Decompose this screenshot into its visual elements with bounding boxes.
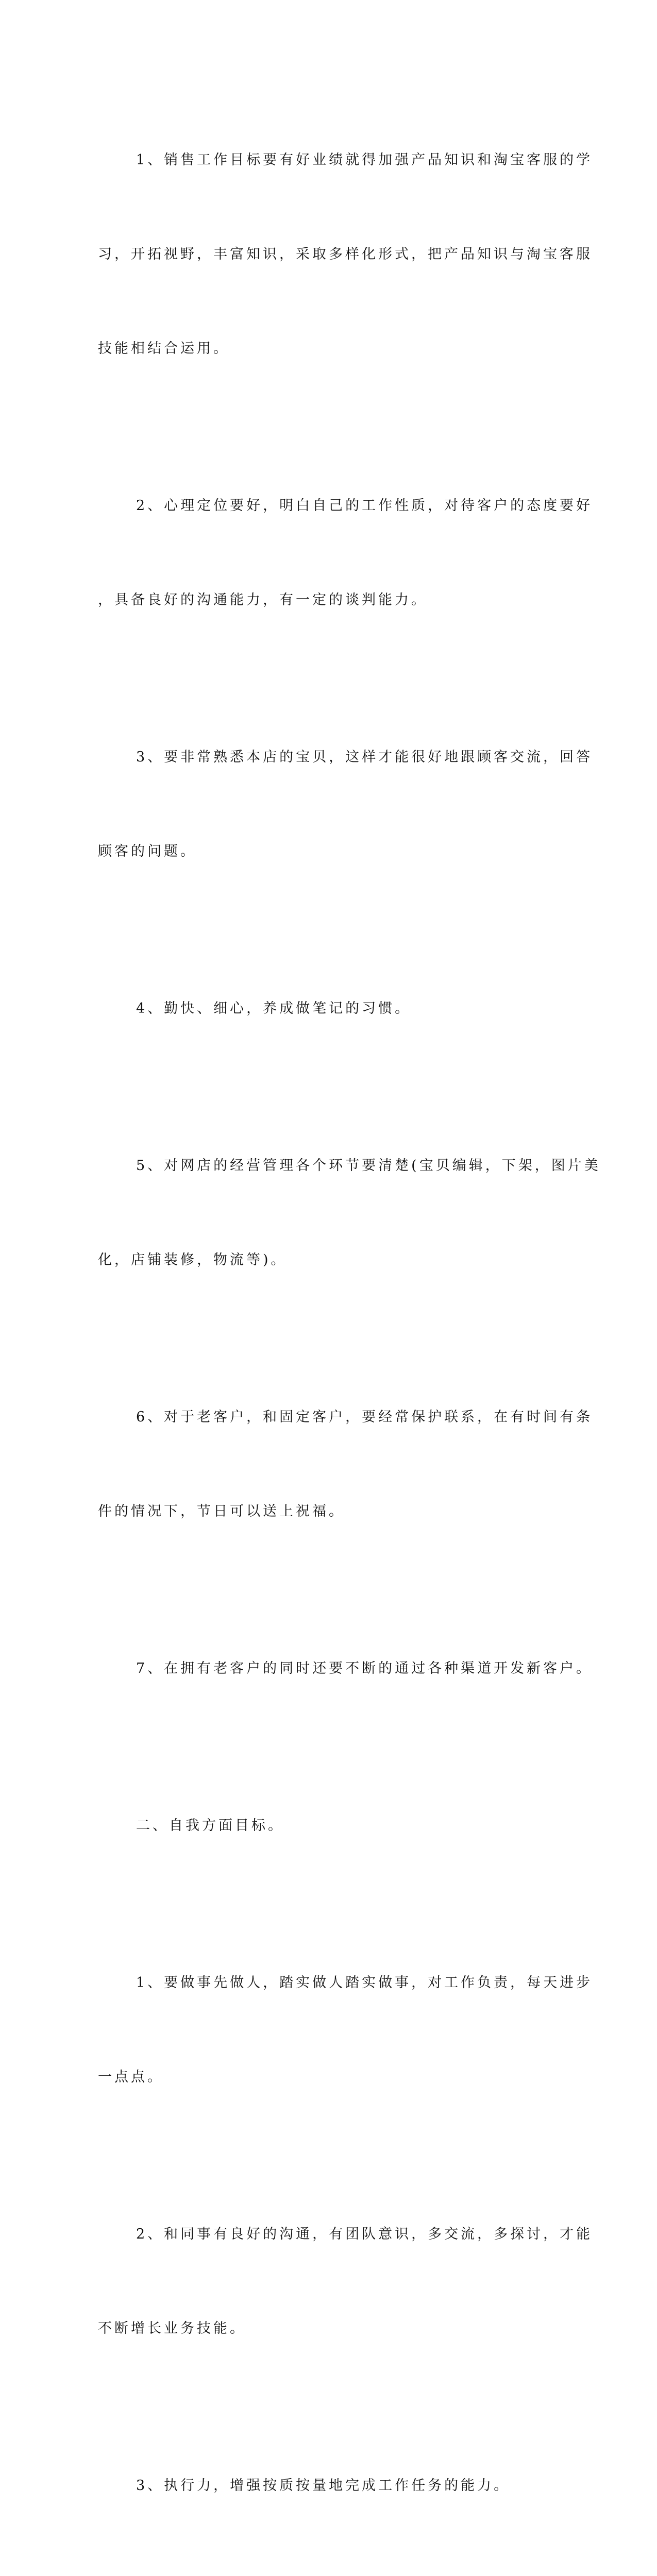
paragraph-self-4 <box>98 2564 551 2576</box>
paragraph-sales-1 <box>98 81 593 427</box>
paragraph-sales-5 <box>98 1087 601 1338</box>
text-line: 习，开拓视野，丰富知识，采取多样化形式，把产品知识与淘宝客服 <box>98 246 593 262</box>
section-heading-self <box>98 1747 551 1904</box>
text-line: 5、对网店的经营管理各个环节要清楚(宝贝编辑，下架，图片美 <box>136 1158 601 1174</box>
text-line: 一点点。 <box>98 2069 164 2085</box>
text-line: ，具备良好的沟通能力，有一定的谈判能力。 <box>98 592 428 608</box>
paragraph-sales-3 <box>98 679 593 930</box>
paragraph-self-1 <box>98 1904 593 2156</box>
text-line: 1、要做事先做人，踏实做人踏实做事，对工作负责，每天进步 <box>136 1975 593 1991</box>
text-line: 2、心理定位要好，明白自己的工作性质，对待客户的态度要好 <box>136 498 593 514</box>
text-line: 不断增长业务技能。 <box>98 2320 246 2336</box>
paragraph-sales-2 <box>98 427 593 679</box>
text-line: 6、对于老客户，和固定客户，要经常保护联系，在有时间有条 <box>136 1409 593 1425</box>
text-line: 技能相结合运用。 <box>98 341 230 357</box>
text-line: 2、和同事有良好的沟通，有团队意识，多交流，多探讨，才能 <box>136 2226 593 2242</box>
text-line: 3、要非常熟悉本店的宝贝，这样才能很好地跟顾客交流，回答 <box>136 749 593 765</box>
text-line: 件的情况下，节日可以送上祝福。 <box>98 1503 345 1519</box>
text-line: 4、勤快、细心，养成做笔记的习惯。 <box>136 1001 412 1016</box>
paragraph-self-3 <box>98 2407 551 2564</box>
text-line: 7、在拥有老客户的同时还要不断的通过各种渠道开发新客户。 <box>136 1660 593 1676</box>
paragraph-self-2 <box>98 2156 593 2407</box>
section-heading-text: 二、自我方面目标。 <box>136 1818 284 1834</box>
text-line: 1、销售工作目标要有好业绩就得加强产品知识和淘宝客服的学 <box>136 152 593 168</box>
text-line: 3、执行力，增强按质按量地完成工作任务的能力。 <box>136 2478 511 2494</box>
document-body <box>98 81 601 2576</box>
paragraph-sales-6 <box>98 1338 593 1590</box>
text-line: 化，店铺装修，物流等)。 <box>98 1252 288 1268</box>
paragraph-sales-4 <box>98 930 551 1087</box>
text-line: 顾客的问题。 <box>98 843 197 859</box>
paragraph-sales-7 <box>98 1590 593 1747</box>
